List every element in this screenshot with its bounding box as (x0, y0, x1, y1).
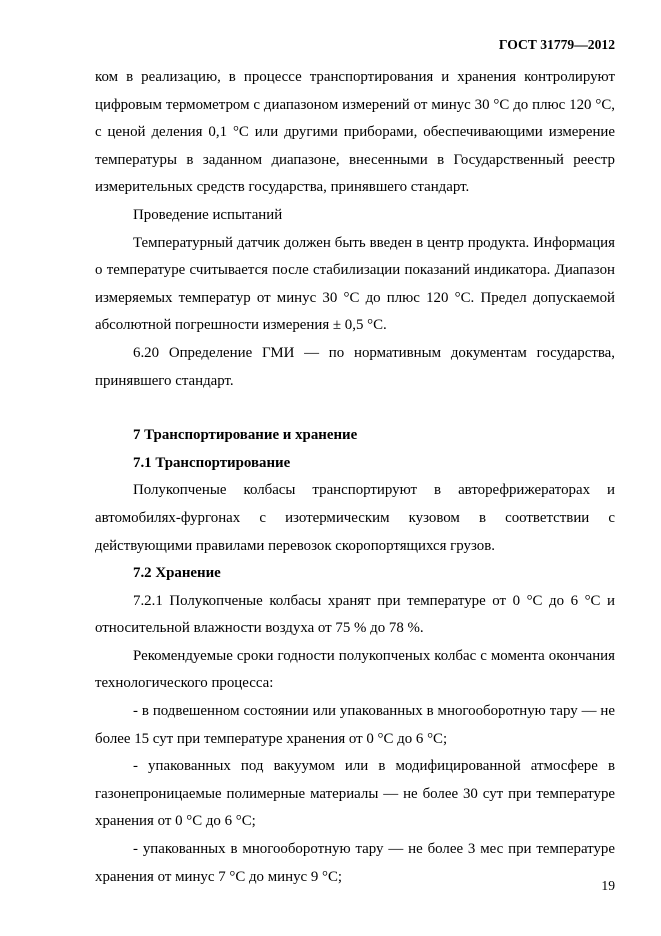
list-item: - упакованных в многооборотную тару — не более 3 мес при температуре хранения от минус 7 °С до минус 9 °С; (95, 841, 615, 885)
paragraph-sensor: Температурный датчик должен быть введен в центр продукта. Информация о температуре считывается после стабилизации показаний индикатора. Диапазон измеряемых температур от минус 30 °С до плюс 120 °С. Предел допускаемой абсолютной погрешности измерения ± 0,5 °С. (95, 234, 615, 334)
page-body (95, 64, 615, 891)
list-item: - в подвешенном состоянии или упакованных в многооборотную тару — не более 15 сут при температуре хранения от 0 °С до 6 °С; (95, 703, 615, 747)
spacer (95, 395, 615, 422)
section-heading-7-2: 7.2 Хранение (133, 565, 221, 582)
section-heading-7-1: 7.1 Транспортирование (133, 454, 291, 471)
paragraph-measurement: ком в реализацию, в процессе транспортирования и хранения контролируют цифровым термометром с диапазоном измерений от минус 30 °С до плюс 120 °С, с ценой деления 0,1 °С или другими приборами, обеспечивающими измерение температуры в заданном диапазоне, внесенными в Государственный реестр измерительных средств государства, принявшего стандарт. (95, 69, 615, 196)
paragraph-shelf-life: Рекомендуемые сроки годности полукопченых колбас с момента окончания технологического процесса: (95, 647, 615, 692)
paragraph-transport: Полукопченые колбасы транспортируют в авторефрижераторах и автомобилях-фургонах с изотермическим кузовом в соответствии с действующими правилами перевозок скоропортящихся грузов. (95, 482, 615, 554)
section-heading-7: 7 Транспортирование и хранение (133, 427, 358, 444)
paragraph-6-20: 6.20 Определение ГМИ — по нормативным документам государства, принявшего стандарт. (95, 344, 615, 389)
paragraph-7-2-1: 7.2.1 Полукопченые колбасы хранят при температуре от 0 °С до 6 °С и относительной влажности воздуха от 75 % до 78 %. (95, 592, 615, 637)
document-code: ГОСТ 31779—2012 (498, 37, 615, 52)
list-item: - упакованных под вакуумом или в модифицированной атмосфере в газонепроницаемые полимерные материалы — не более 30 сут при температуре хранения от 0 °С до 6 °С; (95, 758, 615, 830)
page-number: 19 (601, 878, 615, 893)
paragraph-testing-title: Проведение испытаний (133, 206, 283, 223)
